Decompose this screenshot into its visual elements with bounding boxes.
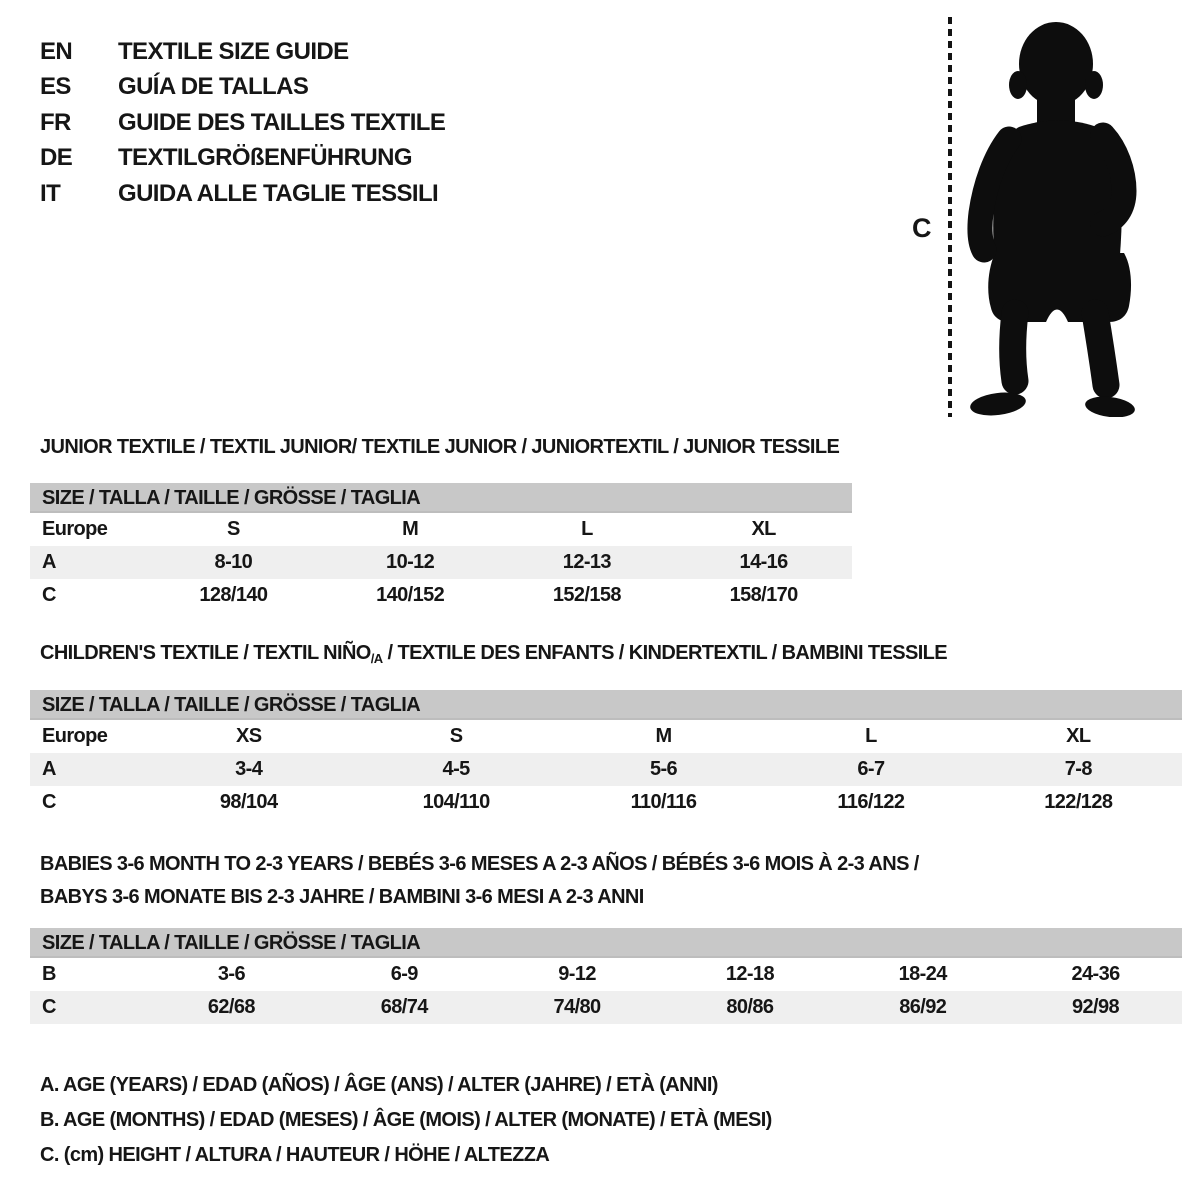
table-row-c [30,786,1182,819]
table-cell: 9-12 [558,963,596,985]
table-cell: M [402,518,419,540]
table-row-b [30,958,1182,991]
table-cell: M [655,725,672,747]
table-cell: XS [235,725,262,747]
table-row-a [30,753,1182,786]
table-cell: 8-10 [214,551,253,573]
table-cell: 98/104 [219,791,278,813]
row-label: A [42,551,56,573]
table-cell: 158/170 [729,584,798,606]
babies-section-title-line1: BABIES 3-6 MONTH TO 2-3 YEARS / BEBÉS 3-6 MESES A 2-3 AÑOS / BÉBÉS 3-6 MOIS À 2-3 ANS / [40,853,919,875]
measurement-legend [40,1068,772,1173]
table-cell: 3-6 [217,963,245,985]
table-cell: XL [1066,725,1091,747]
table-cell: 7-8 [1064,758,1092,780]
table-cell: 92/98 [1072,996,1120,1018]
table-cell: 6-9 [390,963,418,985]
table-cell: 104/110 [422,791,490,813]
table-cell: L [865,725,877,747]
children-title-prefix: CHILDREN'S TEXTILE / TEXTIL NIÑO [40,642,371,664]
row-label: Europe [42,725,108,747]
lang-label: GUIDA ALLE TAGLIE TESSILI [118,179,439,207]
lang-code: IT [40,179,61,207]
lang-label: TEXTILE SIZE GUIDE [118,37,349,65]
table-cell: 116/122 [837,791,905,813]
row-label: Europe [42,518,108,540]
table-cell: 10-12 [386,551,435,573]
lang-label: GUÍA DE TALLAS [118,73,309,101]
table-cell: 140/152 [376,584,445,606]
lang-code: DE [40,144,73,172]
row-label: A [42,758,56,780]
children-title-sub: /A [370,651,383,666]
lang-label: TEXTILGRÖßENFÜHRUNG [118,144,412,172]
legend-age-months: B. AGE (MONTHS) / EDAD (MESES) / ÂGE (MOIS) / ALTER (MONATE) / ETÀ (MESI) [40,1109,772,1131]
table-header: SIZE / TALLA / TAILLE / GRÖSSE / TAGLIA [30,928,1182,958]
table-cell: L [581,518,593,540]
table-cell: XL [751,518,776,540]
row-label: C [42,996,56,1018]
lang-code: FR [40,108,71,136]
table-cell: 122/128 [1044,791,1113,813]
toddler-silhouette-icon [957,15,1137,417]
table-header: SIZE / TALLA / TAILLE / GRÖSSE / TAGLIA [30,690,1182,720]
table-row-a [30,546,852,579]
table-cell: 128/140 [199,584,268,606]
table-cell: 6-7 [857,758,885,780]
table-cell: 80/86 [726,996,774,1018]
table-row-c [30,991,1182,1024]
children-title-suffix: / TEXTILE DES ENFANTS / KINDERTEXTIL / BAMBINI TESSILE [382,642,948,664]
lang-label: GUIDE DES TAILLES TEXTILE [118,108,446,136]
language-title-list [40,34,445,212]
table-cell: S [449,725,463,747]
height-measure-label: C [912,213,931,243]
lang-row-it [40,176,445,212]
table-cell: 152/158 [552,584,621,606]
table-cell: 68/74 [380,996,428,1018]
table-cell: 5-6 [649,758,678,780]
junior-size-table [30,483,852,612]
table-row-europe [30,720,1182,753]
table-row-europe [30,513,852,546]
table-cell: 74/80 [553,996,601,1018]
table-cell: 86/92 [899,996,947,1018]
babies-size-table [30,928,1182,1024]
children-size-table [30,690,1182,819]
height-measure-line [948,17,952,417]
junior-section-title: JUNIOR TEXTILE / TEXTIL JUNIOR/ TEXTILE JUNIOR / JUNIORTEXTIL / JUNIOR TESSILE [40,436,840,458]
table-cell: 12-13 [562,551,611,573]
row-label: B [42,963,56,985]
table-cell: 110/116 [630,791,697,813]
babies-section-title-line2: BABYS 3-6 MONATE BIS 2-3 JAHRE / BAMBINI 3-6 MESI A 2-3 ANNI [40,886,644,908]
lang-row-es [40,70,445,106]
table-cell: 14-16 [739,551,788,573]
row-label: C [42,791,56,813]
table-cell: 62/68 [207,996,255,1018]
table-cell: 24-36 [1071,963,1120,985]
table-row-c [30,579,852,612]
lang-row-de [40,141,445,177]
lang-row-en [40,34,445,70]
table-cell: 18-24 [898,963,947,985]
legend-age-years: A. AGE (YEARS) / EDAD (AÑOS) / ÂGE (ANS) / ALTER (JAHRE) / ETÀ (ANNI) [40,1074,718,1096]
lang-row-fr [40,105,445,141]
table-header: SIZE / TALLA / TAILLE / GRÖSSE / TAGLIA [30,483,852,513]
row-label: C [42,584,56,606]
table-cell: 4-5 [442,758,470,780]
children-section-title [40,642,947,666]
table-cell: S [227,518,240,540]
table-cell: 12-18 [725,963,774,985]
table-cell: 3-4 [235,758,263,780]
lang-code: ES [40,73,71,101]
legend-height-cm: C. (cm) HEIGHT / ALTURA / HAUTEUR / HÖHE / ALTEZZA [40,1144,550,1166]
lang-code: EN [40,37,73,65]
